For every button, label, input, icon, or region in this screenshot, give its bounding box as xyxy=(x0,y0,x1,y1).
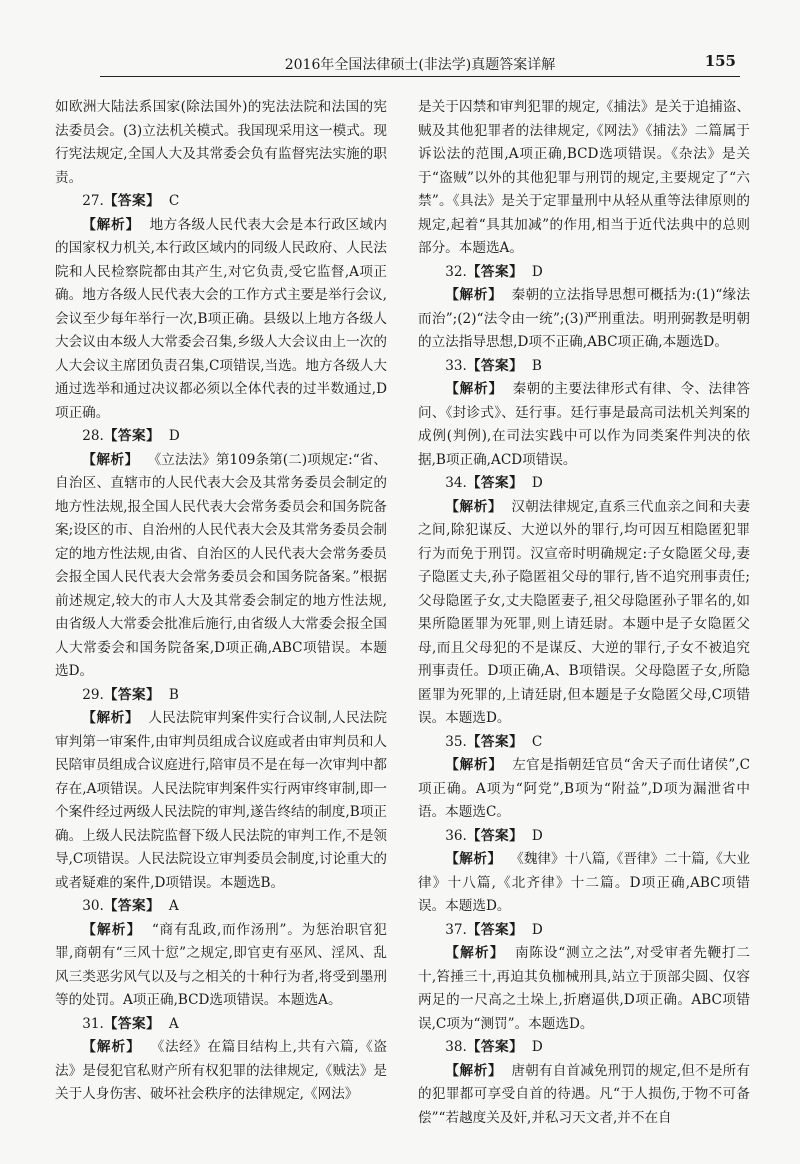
answer-line xyxy=(418,355,750,379)
analysis-paragraph xyxy=(55,919,387,1013)
answer-item-38 xyxy=(418,1036,750,1130)
text-run: A xyxy=(168,898,179,914)
answer-item-37 xyxy=(418,919,750,1037)
section-label: 【答案】 xyxy=(103,428,161,444)
analysis-paragraph xyxy=(418,942,750,1036)
continuation-paragraph: 是关于囚禁和审判犯罪的规定,《捕法》是关于追捕盗、贼及其他犯罪者的法律规定,《网法》《捕法》二篇属于诉讼法的范围,A项正确,BCD选项错误。《杂法》是关于“盗贼”以外的其他犯罪与刑罚的规定,主要规定了“六禁”。《具法》是关于定罪量刑中从轻从重等法律原则的规定,起着“具其加减”的作用,相当于近代法典中的总则部分。本题选A。 xyxy=(418,99,750,256)
answer-line xyxy=(418,261,750,285)
text-run: D xyxy=(531,263,543,280)
analysis-paragraph xyxy=(418,754,750,825)
answer-item-35 xyxy=(418,731,750,825)
text-run: 南陈设“测立之法”,对受审者先鞭打二十,笞捶三十,再迫其负枷械刑具,站立于顶部尖圆、仅容两足的一尺高之土垛上,折磨逼供,D项正确。ABC项错误,C项为“测罚”。本题选D。 xyxy=(418,945,750,1032)
section-label: 【解析】 xyxy=(82,1039,141,1055)
answer-line xyxy=(55,190,387,214)
section-label: 【解析】 xyxy=(445,757,503,773)
text-run: 38. xyxy=(445,1039,467,1055)
section-label: 【答案】 xyxy=(103,686,161,703)
page-header xyxy=(100,50,740,77)
section-label: 【答案】 xyxy=(466,733,524,750)
answer-item-36 xyxy=(418,825,750,919)
text-run: 32. xyxy=(445,263,467,280)
text-run: 左官是指朝廷官员“舍天子而仕诸侯”,C项正确。A项为“阿党”,B项为“附益”,D项为漏泄省中语。本题选C。 xyxy=(418,757,751,820)
text-run: 31. xyxy=(82,1015,104,1032)
text-run: 人民法院审判案件实行合议制,人民法院审判第一审案件,由审判员组成合议庭或者由审判员和人民陪审员组成合议庭进行,陪审员不是在每一次审判中都存在,A项错误。人民法院审判案件实行两审终审制,即一个案件经过两级人民法院的审判,遂告终结的制度,B项正确。上级人民法院监督下级人民法院的审判工作,不是领导,C项错误。人民法院设立审判委员会制度,讨论重大的或者疑难的案件,D项错误。本题选B。 xyxy=(55,710,387,891)
analysis-paragraph xyxy=(55,449,387,684)
text-run: 34. xyxy=(445,475,467,491)
analysis-paragraph xyxy=(418,496,750,731)
analysis-paragraph xyxy=(418,284,750,355)
page-number: 155 xyxy=(704,52,736,70)
left-column xyxy=(55,96,387,1107)
answer-line xyxy=(55,425,387,449)
answer-line xyxy=(418,919,750,943)
text-run: C xyxy=(531,733,543,750)
answer-line xyxy=(55,684,387,708)
text-run: 33. xyxy=(445,357,467,374)
answer-line xyxy=(418,731,750,755)
text-run: A xyxy=(168,1015,179,1032)
text-run: “商有乱政,而作汤刑”。为惩治职官犯罪,商朝有“三风十愆”之规定,即官吏有巫风、淫风、乱风三类恶劣风气以及与之相关的十种行为者,将受到墨刑等的处罚。A项正确,BCD选项错误。本题选A。 xyxy=(55,921,387,1008)
text-run: 36. xyxy=(445,827,467,844)
text-run: D xyxy=(168,428,180,444)
text-run: 秦朝的主要法律形式有律、令、法律答问、《封诊式》、廷行事。廷行事是最高司法机关判案的成例(判例),在司法实践中可以作为同类案件判决的依据,B项正确,ACD项错误。 xyxy=(418,381,751,468)
section-label: 【解析】 xyxy=(82,921,142,938)
text-run: B xyxy=(168,686,179,703)
section-label: 【解析】 xyxy=(445,1062,503,1079)
text-run: 37. xyxy=(445,921,467,938)
answer-item-34 xyxy=(418,472,750,731)
text-run: D xyxy=(531,827,543,844)
analysis-paragraph xyxy=(418,378,750,472)
text-run: C xyxy=(168,193,180,209)
section-label: 【答案】 xyxy=(103,1015,161,1032)
section-label: 【答案】 xyxy=(466,357,524,374)
text-run: 30. xyxy=(82,898,104,914)
text-run: 《立法法》第109条第(二)项规定:“省、自治区、直辖市的人民代表大会及其常务委员会制定的地方性法规,报全国人民代表大会常务委员会和国务院备案;设区的市、自治州的人民代表大会及其常务委员会制定的地方性法规,由省、自治区的人民代表大会常务委员会报全国人民代表大会常务委员会和国务院备案。”根据前述规定,较大的市人大及其常委会制定的地方性法规,由省级人大常委会批准后施行,由省级人大常委会报全国人大常委会和国务院备案,D项正确,ABC项错误。本题选D。 xyxy=(55,451,387,679)
answer-item-30 xyxy=(55,895,387,1013)
answer-item-28 xyxy=(55,425,387,684)
section-label: 【解析】 xyxy=(445,851,502,867)
answer-line xyxy=(418,825,750,849)
section-label: 【答案】 xyxy=(466,263,524,280)
text-run: 地方各级人民代表大会是本行政区域内的国家权力机关,本行政区域内的同级人民政府、人民法院和人民检察院都由其产生,对它负责,受它监督,A项正确。地方各级人民代表大会的工作方式主要是举行会议,会议至少每年举行一次,B项正确。县级以上地方各级人大会议由本级人大常委会召集,乡级人大会议由上一次的人大会议主席团负责召集,C项错误,当选。地方各级人大通过选举和通过决议都必须以全体代表的过半数通过,D项正确。 xyxy=(55,216,388,421)
analysis-paragraph xyxy=(55,707,387,895)
text-run: 汉朝法律规定,直系三代血亲之间和夫妻之间,除犯谋反、大逆以外的罪行,均可因互相隐匿犯罪行为而免于刑罚。汉宣帝时明确规定:子女隐匿父母,妻子隐匿丈夫,孙子隐匿祖父母的罪行,皆不追究刑事责任;父母隐匿子女,丈夫隐匿妻子,祖父母隐匿孙子罪名的,如果所隐匿罪为死罪,则上请廷尉。本题中是子女隐匿父母,而且父母犯的不是谋反、大逆的罪行,子女不被追究刑事责任。D项正确,A、B项错误。父母隐匿子女,所隐匿罪为死罪的,上请廷尉,但本题是子女隐匿父母,C项错误。本题选D。 xyxy=(418,498,750,726)
text-run: 29. xyxy=(82,686,104,703)
text-run: D xyxy=(531,475,543,491)
text-run: D xyxy=(531,921,543,938)
answer-item-32 xyxy=(418,261,750,355)
text-run: 唐朝有自首减免刑罚的规定,但不是所有的犯罪都可享受自首的待遇。凡“于人损伤,于物不可备偿”“若越度关及奸,并私习天文者,并不在自 xyxy=(418,1062,750,1126)
text-run: D xyxy=(531,1039,543,1055)
text-run: B xyxy=(531,357,542,374)
section-label: 【解析】 xyxy=(82,710,140,726)
section-label: 【答案】 xyxy=(103,898,161,914)
section-label: 【解析】 xyxy=(445,381,504,397)
text-run: 《魏律》十八篇,《晋律》二十篇,《大业律》十八篇,《北齐律》十二篇。D项正确,ABC项错误。本题选D。 xyxy=(418,851,750,914)
section-label: 【解析】 xyxy=(445,498,503,515)
text-run: 27. xyxy=(82,193,104,209)
section-label: 【答案】 xyxy=(466,827,524,844)
answer-item-27 xyxy=(55,190,387,425)
section-label: 【解析】 xyxy=(445,945,505,961)
section-label: 【解析】 xyxy=(82,216,141,233)
section-label: 【答案】 xyxy=(466,921,524,938)
answer-line xyxy=(55,1013,387,1037)
section-label: 【解析】 xyxy=(82,451,139,468)
text-run: 35. xyxy=(445,733,467,750)
answer-line xyxy=(55,895,387,919)
analysis-paragraph xyxy=(55,214,387,426)
answer-line xyxy=(418,1036,750,1060)
section-label: 【答案】 xyxy=(466,475,524,491)
analysis-paragraph xyxy=(55,1036,387,1107)
answer-item-31 xyxy=(55,1013,387,1107)
continuation-paragraph: 如欧洲大陆法系国家(除法国外)的宪法法院和法国的宪法委员会。(3)立法机关模式。我国现采用这一模式。现行宪法规定,全国人大及其常委会负有监督宪法实施的职责。 xyxy=(55,99,387,186)
text-run: 《法经》在篇目结构上,共有六篇,《盗法》是侵犯官私财产所有权犯罪的法律规定,《贼法》是关于人身伤害、破坏社会秩序的法律规定,《网法》 xyxy=(55,1039,387,1102)
answer-item-33 xyxy=(418,355,750,473)
text-run: 28. xyxy=(82,428,104,444)
analysis-paragraph xyxy=(418,1060,750,1131)
analysis-paragraph xyxy=(418,848,750,919)
section-label: 【答案】 xyxy=(103,193,161,209)
section-label: 【解析】 xyxy=(445,287,503,303)
section-label: 【答案】 xyxy=(466,1039,524,1055)
answer-line xyxy=(418,472,750,496)
running-title: 2016年全国法律硕士(非法学)真题答案详解 xyxy=(284,57,556,73)
answer-item-29 xyxy=(55,684,387,896)
text-run: 秦朝的立法指导思想可概括为:(1)“缘法而治”;(2)“法令由一统”;(3)严刑重法。明刑弼教是明朝的立法指导思想,D项不正确,ABC项正确,本题选D。 xyxy=(418,287,750,350)
right-column xyxy=(418,96,750,1130)
